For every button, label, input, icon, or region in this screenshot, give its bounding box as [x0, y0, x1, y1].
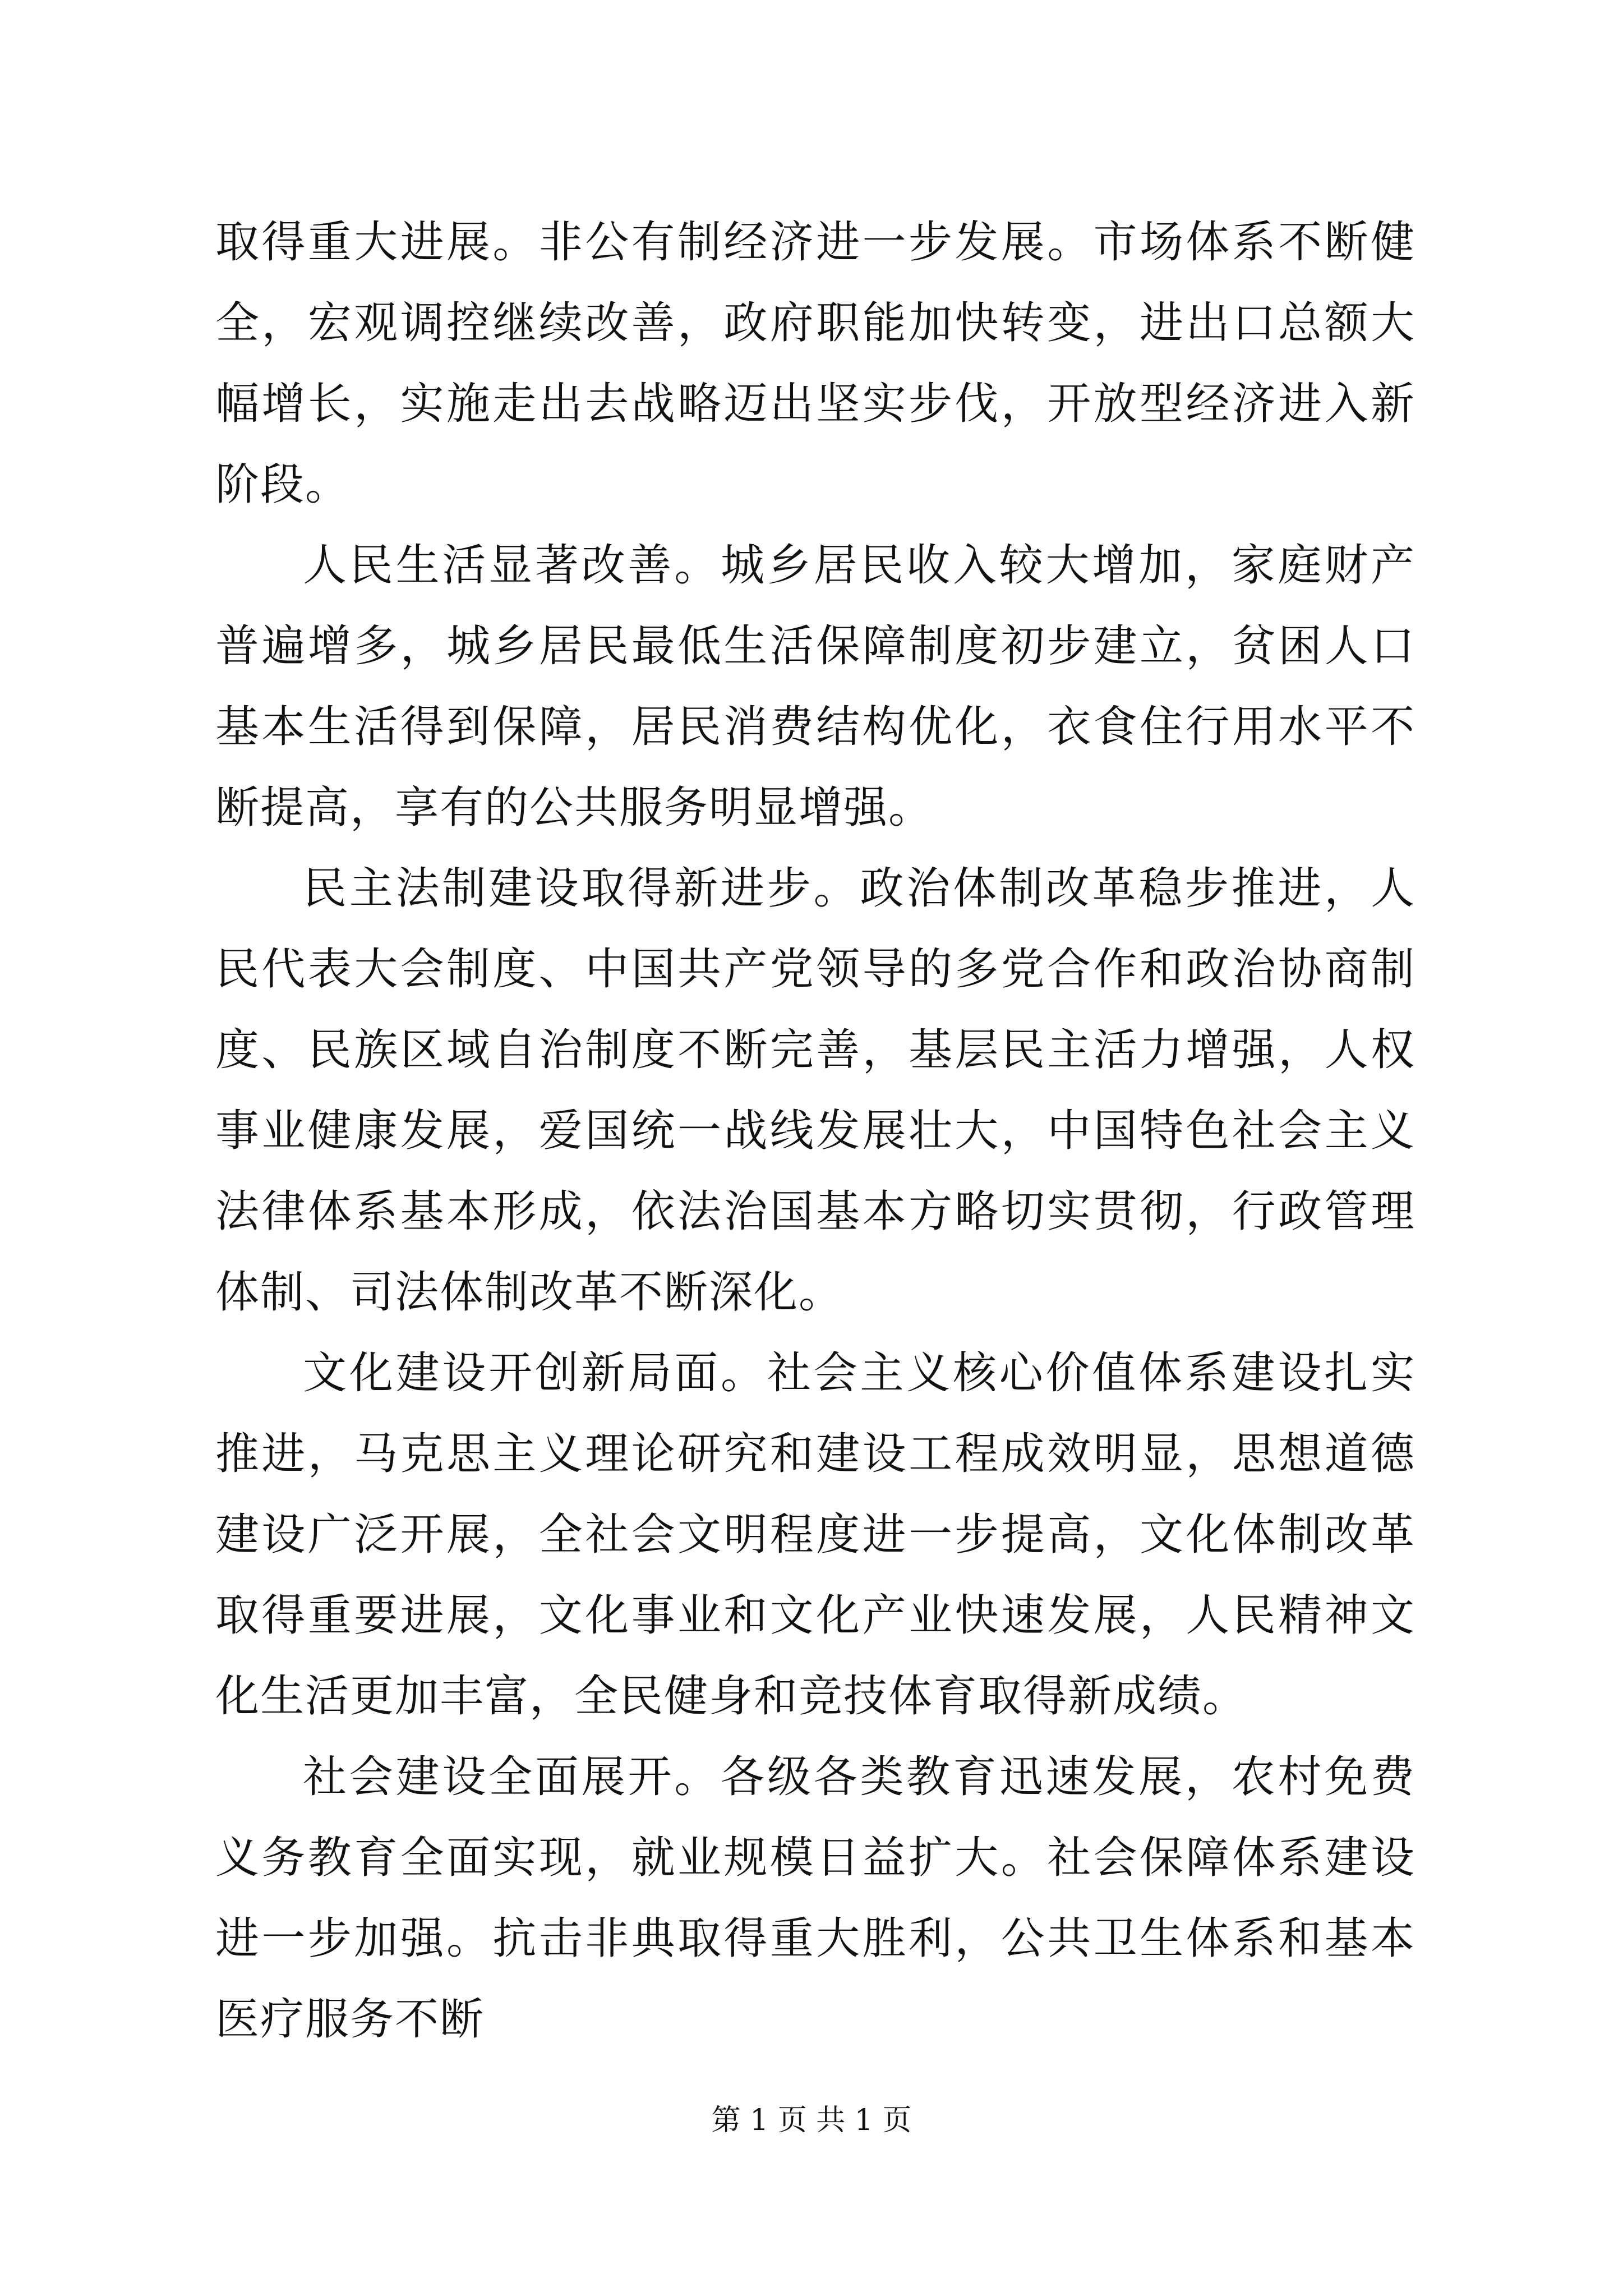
page-footer: 第 1 页 共 1 页 [711, 2104, 912, 2137]
paragraph-1: 取得重大进展。非公有制经济进一步发展。市场体系不断健全，宏观调控继续改善，政府职能加快转变，进出口总额大幅增长，实施走出去战略迈出坚实步伐，开放型经济进入新阶段。 [215, 217, 1415, 510]
paragraph-5: 社会建设全面展开。各级各类教育迅速发展，农村免费义务教育全面实现，就业规模日益扩大。社会保障体系建设进一步加强。抗击非典取得重大胜利，公共卫生体系和基本医疗服务不断 [215, 1752, 1415, 2045]
paragraph-4: 文化建设开创新局面。社会主义核心价值体系建设扎实推进，马克思主义理论研究和建设工程成效明显，思想道德建设广泛开展，全社会文明程度进一步提高，文化体制改革取得重要进展，文化事业和文化产业快速发展，人民精神文化生活更加丰富，全民健身和竞技体育取得新成绩。 [215, 1348, 1415, 1722]
document-body [215, 202, 1415, 2060]
paragraph-3: 民主法制建设取得新进步。政治体制改革稳步推进，人民代表大会制度、中国共产党领导的多党合作和政治协商制度、民族区域自治制度不断完善，基层民主活力增强，人权事业健康发展，爱国统一战线发展壮大，中国特色社会主义法律体系基本形成，依法治国基本方略切实贯彻，行政管理体制、司法体制改革不断深化。 [215, 863, 1415, 1318]
paragraph-2: 人民生活显著改善。城乡居民收入较大增加，家庭财产普遍增多，城乡居民最低生活保障制度初步建立，贫困人口基本生活得到保障，居民消费结构优化，衣食住行用水平不断提高，享有的公共服务明显增强。 [215, 540, 1415, 833]
